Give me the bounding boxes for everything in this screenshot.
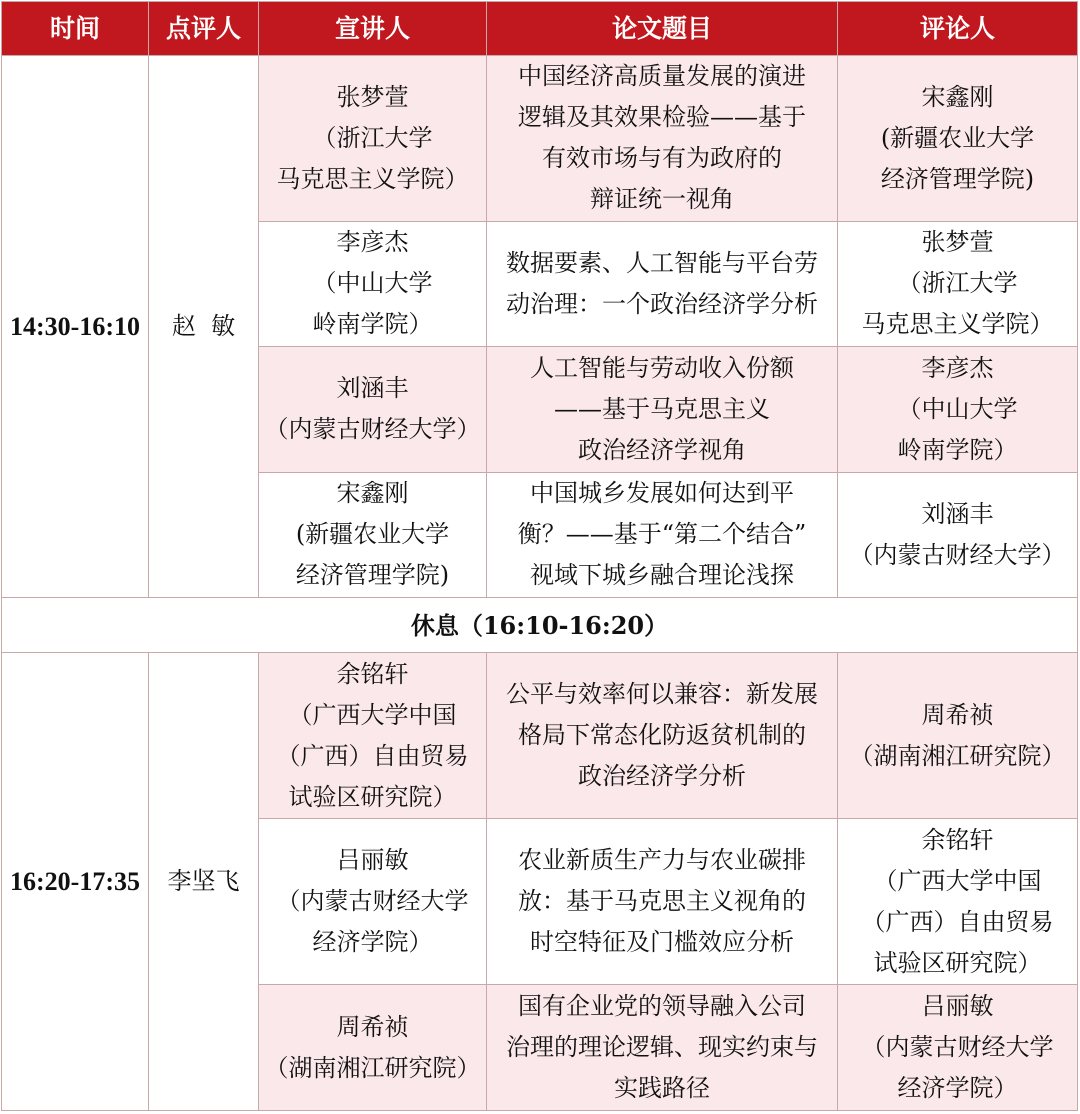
- title-line: ——基于马克思主义: [554, 394, 770, 423]
- title-cell: [487, 653, 838, 819]
- break-label: 休息（16:10-16:20）: [2, 598, 1078, 653]
- speaker-line: 试验区研究院）: [288, 782, 457, 811]
- title-line: 逻辑及其效果检验——基于: [518, 103, 806, 132]
- title-line: 数据要素、人工智能与平台劳: [506, 248, 818, 277]
- speaker-line: （内蒙古财经大学: [276, 887, 469, 916]
- commenter-cell: [838, 985, 1078, 1111]
- commenter-cell: [838, 472, 1078, 597]
- title-line: 公平与效率何以兼容：新发展: [506, 680, 818, 709]
- commenter-line: 吕丽敏: [921, 992, 994, 1021]
- table-row: [2, 653, 1078, 819]
- title-line: 辩证统一视角: [590, 185, 734, 214]
- commenter-line: 经济学院）: [897, 1074, 1018, 1103]
- speaker-cell: [259, 347, 487, 472]
- header-title: 论文题目: [487, 2, 838, 56]
- title-line: 时空特征及门槛效应分析: [530, 928, 794, 957]
- speaker-cell: [259, 818, 487, 985]
- commenter-line: （浙江大学: [897, 269, 1018, 298]
- commenter-cell: [838, 347, 1078, 472]
- speaker-line: （广西大学中国: [288, 700, 457, 729]
- title-line: 政治经济学视角: [578, 435, 746, 464]
- speaker-line: 刘涵丰: [336, 374, 409, 403]
- speaker-line: 经济管理学院): [295, 561, 450, 590]
- commenter-cell: [838, 818, 1078, 985]
- speaker-cell: [259, 653, 487, 819]
- speaker-line: （浙江大学: [312, 123, 433, 152]
- commenter-line: 刘涵丰: [921, 499, 994, 528]
- title-line: 衡？——基于“第二个结合”: [517, 520, 807, 549]
- header-time: 时间: [2, 2, 149, 56]
- session-time: 14:30-16:10: [2, 56, 149, 598]
- speaker-line: 马克思主义学院）: [276, 164, 469, 193]
- title-line: 视域下城乡融合理论浅探: [530, 561, 794, 590]
- speaker-line: 张梦萱: [336, 82, 409, 111]
- commenter-line: （广西大学中国: [873, 866, 1042, 895]
- header-host: 点评人: [149, 2, 259, 56]
- speaker-line: 经济学院）: [312, 928, 433, 957]
- title-cell: [487, 472, 838, 597]
- title-line: 有效市场与有为政府的: [542, 144, 782, 173]
- commenter-line: （中山大学: [897, 394, 1018, 423]
- speaker-line: 李彦杰: [336, 228, 409, 257]
- table-row: [2, 56, 1078, 222]
- title-cell: [487, 818, 838, 985]
- speaker-cell: [259, 221, 487, 346]
- commenter-line: 马克思主义学院）: [861, 310, 1054, 339]
- speaker-line: 吕丽敏: [336, 846, 409, 875]
- speaker-cell: [259, 472, 487, 597]
- speaker-line: (新疆农业大学: [295, 520, 450, 549]
- commenter-line: 经济管理学院): [880, 164, 1035, 193]
- commenter-line: (新疆农业大学: [880, 123, 1035, 152]
- commenter-cell: [838, 56, 1078, 222]
- header-speaker: 宣讲人: [259, 2, 487, 56]
- speaker-cell: [259, 985, 487, 1111]
- commenter-line: （湖南湘江研究院）: [849, 741, 1066, 770]
- title-line: 治理的理论逻辑、现实约束与: [506, 1033, 818, 1062]
- title-cell: [487, 985, 838, 1111]
- speaker-line: （湖南湘江研究院）: [264, 1053, 481, 1082]
- title-line: 人工智能与劳动收入份额: [530, 353, 794, 382]
- session-host: 李坚飞: [149, 653, 259, 1111]
- commenter-cell: [838, 653, 1078, 819]
- title-line: 中国城乡发展如何达到平: [530, 479, 794, 508]
- commenter-line: （广西）自由贸易: [861, 907, 1054, 936]
- title-line: 格局下常态化防返贫机制的: [518, 721, 806, 750]
- speaker-line: （广西）自由贸易: [276, 741, 469, 770]
- title-cell: [487, 347, 838, 472]
- title-line: 动治理：一个政治经济学分析: [506, 289, 818, 318]
- commenter-line: 岭南学院）: [897, 435, 1018, 464]
- commenter-line: 试验区研究院）: [873, 948, 1042, 977]
- session-host: 赵 敏: [149, 56, 259, 598]
- speaker-line: 宋鑫刚: [336, 479, 409, 508]
- header-commenter: 评论人: [838, 2, 1078, 56]
- commenter-line: 余铭轩: [921, 825, 994, 854]
- title-line: 放：基于马克思主义视角的: [518, 887, 806, 916]
- speaker-line: 周希祯: [336, 1012, 409, 1041]
- schedule-table: [1, 1, 1078, 1111]
- title-line: 实践路径: [614, 1074, 710, 1103]
- title-line: 政治经济学分析: [578, 762, 746, 791]
- commenter-line: 张梦萱: [921, 228, 994, 257]
- commenter-cell: [838, 221, 1078, 346]
- speaker-cell: [259, 56, 487, 222]
- commenter-line: （内蒙古财经大学）: [849, 540, 1066, 569]
- speaker-line: （中山大学: [312, 269, 433, 298]
- commenter-line: 李彦杰: [921, 353, 994, 382]
- speaker-line: 余铭轩: [336, 659, 409, 688]
- commenter-line: 周希祯: [921, 700, 994, 729]
- session-time: 16:20-17:35: [2, 653, 149, 1111]
- speaker-line: 岭南学院）: [312, 310, 433, 339]
- header-row: [2, 2, 1078, 56]
- title-line: 中国经济高质量发展的演进: [518, 62, 806, 91]
- commenter-line: （内蒙古财经大学: [861, 1033, 1054, 1062]
- title-line: 农业新质生产力与农业碳排: [518, 846, 806, 875]
- title-line: 国有企业党的领导融入公司: [518, 992, 806, 1021]
- title-cell: [487, 221, 838, 346]
- break-row: [2, 598, 1078, 653]
- title-cell: [487, 56, 838, 222]
- commenter-line: 宋鑫刚: [921, 82, 994, 111]
- speaker-line: （内蒙古财经大学）: [264, 415, 481, 444]
